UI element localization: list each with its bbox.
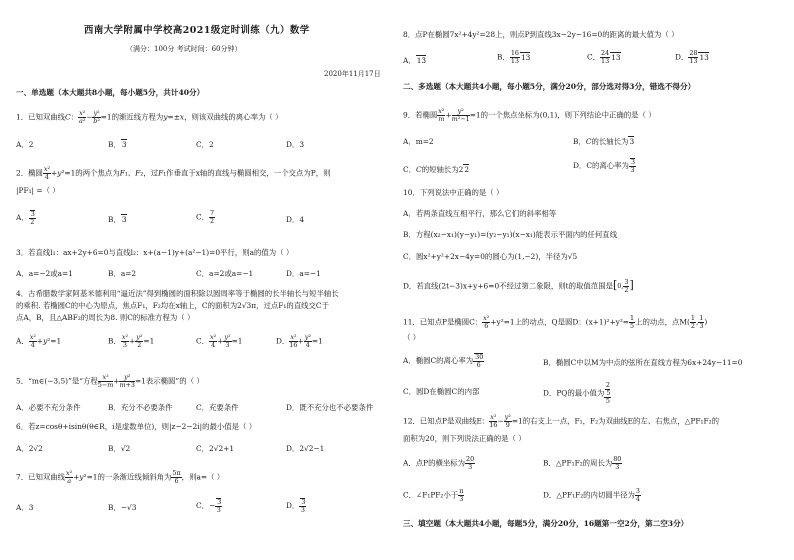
q4-option-a: A． $\frac{\text{x²}}{4}$ +y²=1 <box>16 333 62 349</box>
left-column <box>14 0 386 560</box>
section2-heading: 二、多选题（本大题共4小题，每小题5分，满分20分，部分选对得3分，错选不得分） <box>403 82 696 91</box>
q6-option-c: C．2√2+1 <box>196 444 235 453</box>
q4-option-b: B． $\frac{\text{x²}}{3}$ + $\frac{\text{y²}}{2}$ =1 <box>108 333 155 349</box>
section1-heading: 一、单选题（本大题共8小题，每小题5分，共计40分） <box>16 88 205 97</box>
q8-option-c: C． $\frac{24}{13}$ 13 <box>587 49 621 65</box>
q2-option-c: C． $\frac{7}{2}$ <box>196 209 215 225</box>
section3-heading: 三、填空题（本大题共4小题，每题5分，满分20分，16题第一空2分，第二空3分） <box>403 519 689 528</box>
q4-stem-1: 4．古希腊数学家阿基米德利用“逼近法”得到椭圆的面积除以圆周率等于椭圆的长半轴长与短半轴长 <box>16 289 339 298</box>
q3-option-d: D．a=−1 <box>286 269 321 278</box>
q10-option-a: A．若两条直线互相平行，那么它们的斜率相等 <box>403 209 557 218</box>
q6-stem: 6．若z=cosθ+isinθ(θ∈R，i是虚数单位)，则|z−2−2i|的最小值是（ ） <box>16 422 257 431</box>
q11-option-c: C．圆D在椭圆C的内部 <box>403 387 480 396</box>
q9-option-b: B．C的长轴长为3 <box>573 137 635 146</box>
q3-option-c: C．a=2或a=−1 <box>196 269 254 278</box>
q1-option-b: B．3 <box>108 140 127 149</box>
exam-subtitle: （满分：100分 考试时间：60分钟） <box>126 45 242 53</box>
q4-option-d: D． $\frac{\text{x²}}{16}$ + $\frac{\text{y²}}{4}$ =1 <box>276 333 323 349</box>
q11-option-b: B．椭圆C中以M为中点的弦所在直线方程为6x+24y−11=0 <box>543 358 743 367</box>
q2-option-d: D．4 <box>286 215 305 224</box>
q2-option-b: B．3 <box>108 215 127 224</box>
q7-stem: 7．已知双曲线 $\frac{\text{x²}}{a}$ +y²=1的一条渐近线倾斜角为 $\frac{5\pi}{6}$ ，则a=（ ） <box>16 469 225 485</box>
q9-option-d: D．C的离心率为 $\frac{3}{3}$ <box>573 158 636 174</box>
right-column <box>403 0 775 560</box>
page-title: 西南大学附属中学校高2021级定时训练（九）数学 <box>84 25 310 36</box>
q12-option-b: B．△PF₁F₂的周长为 $\frac{80}{3}$ <box>543 455 622 471</box>
q1-option-c: C．2 <box>196 140 214 149</box>
q8-stem: 8．点P在椭圆7x²+4y²=28上，则点P到直线3x−2y−16=0的距离的最大值为（ ） <box>403 30 679 39</box>
q12-option-d: D．△PF₁F₂的内切圆半径为 $\frac{3}{4}$ <box>543 487 640 503</box>
q8-option-a: A．13 <box>403 56 427 65</box>
q12-stem: 12．已知点P是双曲线E： $\frac{\text{x²}}{16}$ − $\frac{\text{y²}}{9}$ =1的右支上一点，F₁，F₂为双曲线E的左、右焦点，△PF₁F₂的 <box>403 413 719 429</box>
q9-stem: 9．若椭圆 $\frac{\text{x²}}{m}$ + $\frac{\text{y²}}{\text{m²−1}}$ =1的一个焦点坐标为(0,1)，则下列结论中正确的是（ ） <box>403 107 656 123</box>
q1-option-a: A．2 <box>16 140 34 149</box>
q4-option-c: C． $\frac{\text{x²}}{4}$ + $\frac{\text{y²}}{3}$ =1 <box>196 333 243 349</box>
q12-option-c: C．∠F₁PF₂小于 $\frac{\pi}{3}$ <box>403 487 464 503</box>
q10-option-b: B．方程(x₂−x₁)(y−y₁)=(y₂−y₁)(x−x₁)能表示平面内的任何直线 <box>403 230 618 239</box>
q8-option-d: D． $\frac{28}{13}$ 13 <box>675 49 709 65</box>
q1-stem: 1．已知双曲线C： $\frac{\text{x²}}{\text{a²}}$ − $\frac{\text{y²}}{\text{b²}}$ =1的渐近线方程为y=±x，则该双曲线的离心率为（ ） <box>16 109 283 125</box>
q3-option-a: A．a=−2或a=1 <box>16 269 73 278</box>
q11-stem: 11．已知点P是椭圆C： $\frac{\text{x²}}{6}$ +y²=1上的动点，Q是圆D：(x+1)²+y²= $\frac{1}{5}$ 上的动点，点M( $\frac{1}{2}$ , $\frac{1}{3}$ ) <box>403 314 708 330</box>
q5-option-d: D．既不充分也不必要条件 <box>286 403 374 412</box>
q11-option-a: A．椭圆C的离心率为 $\frac{30}{6}$ <box>403 353 484 369</box>
q2-option-a: A． $\frac{3}{2}$ <box>16 210 35 226</box>
q3-option-b: B．a=2 <box>108 269 137 278</box>
q7-option-c: C．− $\frac{3}{3}$ <box>196 498 222 514</box>
q2-stem: 2．椭圆 $\frac{\text{x²}}{4}$ +y²=1的两个焦点为F₁、F₂，过F₁作垂直于x轴的直线与椭圆相交，一个交点为P，则 <box>16 165 331 181</box>
q9-option-a: A．m=2 <box>403 137 434 146</box>
q10-stem: 10．下列说法中正确的是（ ） <box>403 188 504 197</box>
q10-option-d: D．若直线(2t−3)x+y+6=0不经过第二象限，则t的取值范围是[ 0, $\frac{3}{2}$ ] <box>403 278 634 294</box>
q8-option-b: B． $\frac{16}{13}$ 13 <box>497 49 531 65</box>
q2-stem-2: |PF₁| =（ ） <box>16 186 60 195</box>
q7-option-d: D． $\frac{3}{3}$ <box>286 498 306 514</box>
q9-option-c: C．C的短轴长为22 <box>403 165 470 174</box>
q12-stem-2: 面积为20，则下列说法正确的是（ ） <box>403 434 526 443</box>
q5-option-c: C．充要条件 <box>196 403 239 412</box>
q11-stem-2: （ ） <box>403 333 421 342</box>
q6-option-a: A．2√2 <box>16 444 43 453</box>
q5-option-b: B．充分不必要条件 <box>108 403 173 412</box>
q7-option-a: A．3 <box>16 503 34 512</box>
q10-option-c: C．圆x²+y²+2x−4y=0的圆心为(1,−2)，半径为√5 <box>403 252 578 261</box>
q3-stem: 3．若直线l₁：ax+2y+6=0与直线l₂：x+(a−1)y+(a²−1)=0平行，则a的值为（ ） <box>16 248 294 257</box>
q5-stem: 5．“m∈(−3,5)”是“方程 $\frac{\text{x²}}{5-m}$ + $\frac{\text{y²}}{m+3}$ =1表示椭圆”的（ ） <box>16 373 204 389</box>
q11-option-d: D．PQ的最小值为 2 5 5 <box>543 381 611 405</box>
q5-option-a: A．必要不充分条件 <box>16 403 81 412</box>
exam-date: 2020年11月17日 <box>324 70 381 78</box>
q4-stem-2: 的乘积. 若椭圆C的中心为原点，焦点F₁，F₂均在x轴上，C的面积为2√3π，过点F₁的直线交C于 <box>16 301 329 310</box>
q1-option-d: D．3 <box>286 140 305 149</box>
q6-option-d: D．2√2−1 <box>286 444 325 453</box>
q4-stem-3: 点A，B，且△ABF₂的周长为8. 则C的标准方程为（ ） <box>16 313 195 322</box>
q7-option-b: B．−√3 <box>108 503 137 512</box>
q12-option-a: A．点P的横坐标为 $\frac{20}{3}$ <box>403 455 475 471</box>
q6-option-b: B．√2 <box>108 444 131 453</box>
